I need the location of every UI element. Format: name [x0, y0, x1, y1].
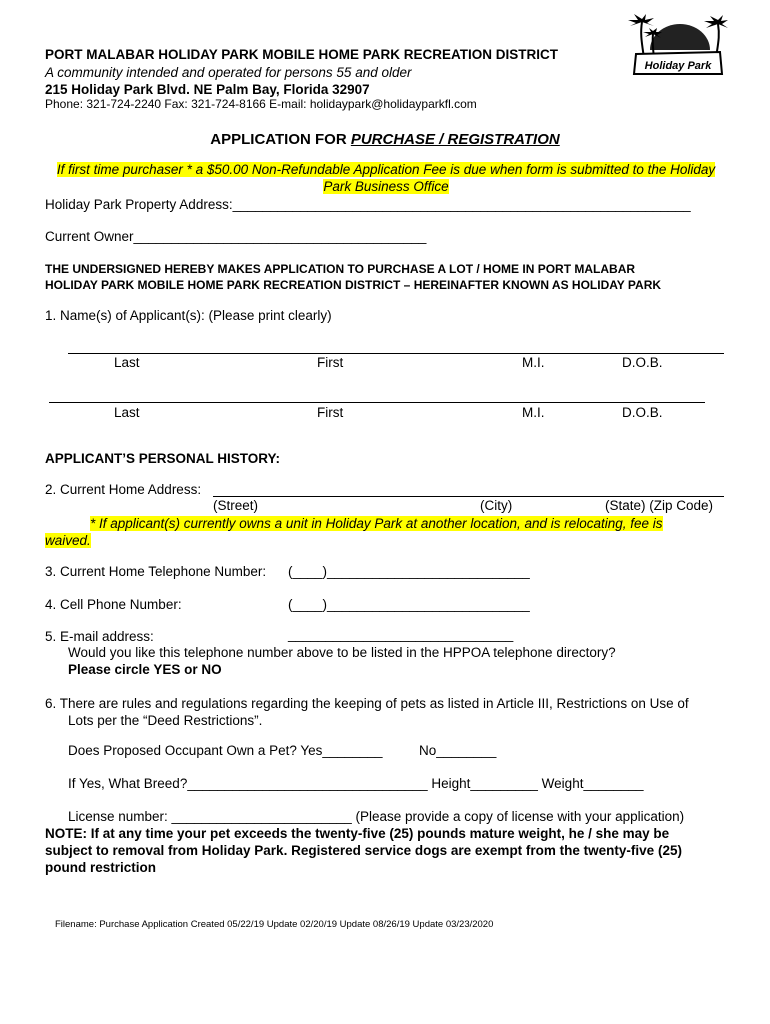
fee-notice-line2: Park Business Office [323, 179, 449, 194]
current-address-line[interactable] [213, 496, 724, 497]
applicant2-first-label: First [317, 405, 344, 420]
relocation-fee-waived-note [45, 515, 727, 549]
pet-rules-line2: Lots per the “Deed Restrictions”. [68, 713, 263, 728]
personal-history-heading: APPLICANT’S PERSONAL HISTORY: [45, 451, 281, 466]
email-blank[interactable]: ______________________________ [288, 627, 514, 642]
undersigned-statement [45, 261, 661, 293]
pet-note-line3: pound restriction [45, 860, 156, 875]
address-state-zip-label: (State) (Zip Code) [605, 498, 714, 513]
home-phone-label: 3. Current Home Telephone Number: [45, 564, 267, 579]
applicant1-last-label: Last [114, 355, 140, 370]
fee-notice [45, 161, 727, 195]
fee-notice-line1: If first time purchaser * a $50.00 Non-Refundable Application Fee is due when form is submitted to the Holiday [56, 162, 716, 177]
applicant2-dob-label: D.O.B. [622, 405, 663, 420]
logo-text: Holiday Park [644, 60, 712, 72]
undersigned-line2: HOLIDAY PARK MOBILE HOME PARK RECREATION DISTRICT – HEREINAFTER KNOWN AS HOLIDAY PARK [45, 278, 662, 292]
organization-subtitle: A community intended and operated for persons 55 and older [45, 65, 412, 80]
applicant2-last-label: Last [114, 405, 140, 420]
applicant1-name-line[interactable] [68, 353, 724, 354]
directory-question: Would you like this telephone number above to be listed in the HPPOA telephone directory? [68, 645, 616, 660]
cell-phone-blank[interactable]: (____)___________________________ [288, 597, 530, 612]
pet-breed-height-weight[interactable]: If Yes, What Breed?________________________________ Height_________ Weight________ [68, 776, 644, 791]
current-owner-blank[interactable]: _______________________________________ [133, 229, 427, 244]
footer-filename: Filename: Purchase Application Created 05/22/19 Update 02/20/19 Update 08/26/19 Update 03/23/2020 [55, 919, 494, 930]
applicant1-first-label: First [317, 355, 344, 370]
own-pet-question[interactable]: Does Proposed Occupant Own a Pet? Yes________ [68, 743, 383, 758]
directory-instruction: Please circle YES or NO [68, 662, 222, 677]
current-owner-label: Current Owner [45, 229, 134, 244]
home-phone-blank[interactable]: (____)___________________________ [288, 564, 530, 579]
applicant1-dob-label: D.O.B. [622, 355, 663, 370]
current-address-label: 2. Current Home Address: [45, 482, 202, 497]
own-pet-no-option[interactable]: No________ [419, 743, 497, 758]
application-title-emphasis: PURCHASE / REGISTRATION [350, 131, 560, 148]
pet-note-line2: subject to removal from Holiday Park. Registered service dogs are exempt from the twenty-five (25) [45, 843, 682, 858]
pet-note-line1: NOTE: If at any time your pet exceeds the twenty-five (25) pounds mature weight, he / she may be [45, 826, 670, 841]
organization-title: PORT MALABAR HOLIDAY PARK MOBILE HOME PARK RECREATION DISTRICT [45, 47, 559, 62]
email-label: 5. E-mail address: [45, 629, 154, 644]
waived-note-line1: * If applicant(s) currently owns a unit in Holiday Park at another location, and is relocating, fee is [90, 516, 663, 531]
pet-weight-note [45, 825, 727, 876]
cell-phone-label: 4. Cell Phone Number: [45, 597, 182, 612]
holiday-park-logo [628, 14, 728, 76]
organization-contact: Phone: 321-724-2240 Fax: 321-724-8166 E-mail: holidaypark@holidayparkfl.com [45, 97, 477, 111]
property-address-field[interactable] [45, 197, 691, 212]
address-street-label: (Street) [213, 498, 259, 513]
undersigned-line1: THE UNDERSIGNED HEREBY MAKES APPLICATION TO PURCHASE A LOT / HOME IN PORT MALABAR [45, 262, 636, 276]
property-address-blank[interactable]: _____________________________________________________________ [232, 197, 691, 212]
pet-rules-line1: 6. There are rules and regulations regarding the keeping of pets as listed in Article III, Restrictions on Use of [45, 696, 689, 711]
organization-address: 215 Holiday Park Blvd. NE Palm Bay, Florida 32907 [45, 82, 370, 97]
waived-note-line2: waived. [45, 533, 91, 548]
applicant2-mi-label: M.I. [522, 405, 545, 420]
applicant-names-question: 1. Name(s) of Applicant(s): (Please print clearly) [45, 308, 332, 323]
pet-license-number[interactable]: License number: ________________________ (Please provide a copy of license with your application) [68, 809, 685, 824]
property-address-label: Holiday Park Property Address: [45, 197, 233, 212]
address-city-label: (City) [480, 498, 513, 513]
application-title-prefix: APPLICATION FOR [210, 131, 351, 148]
applicant1-mi-label: M.I. [522, 355, 545, 370]
applicant2-name-line[interactable] [49, 402, 705, 403]
application-title [0, 131, 770, 148]
current-owner-field[interactable] [45, 229, 426, 244]
pet-rules [45, 695, 727, 729]
